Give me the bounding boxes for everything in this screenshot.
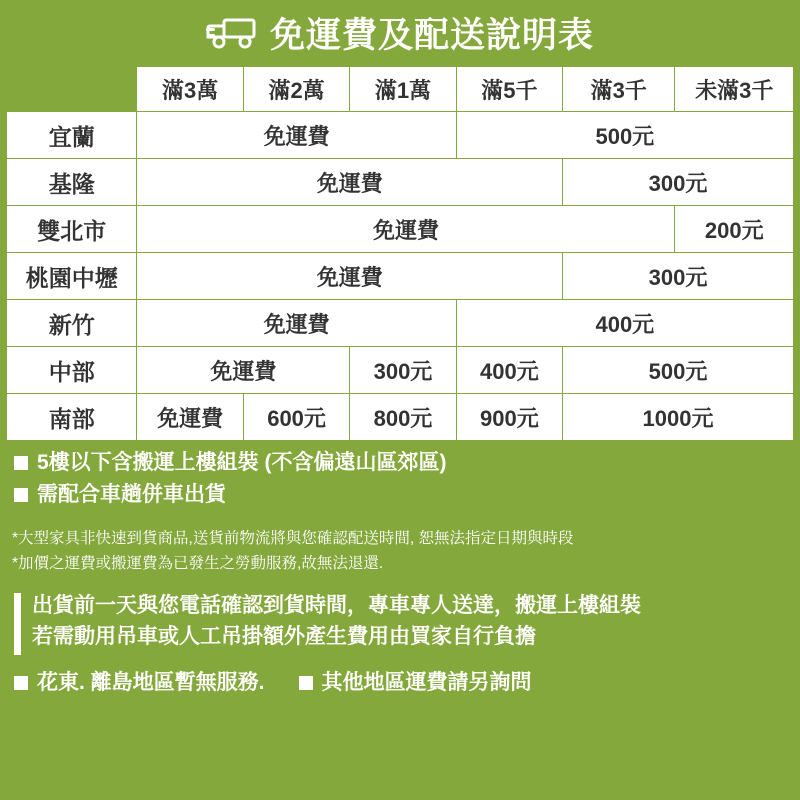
- fee-cell: 500元: [456, 112, 793, 159]
- table-row: [7, 300, 794, 347]
- fee-cell: 600元: [243, 394, 349, 441]
- row-region-label: 基隆: [7, 159, 137, 206]
- table-row: [7, 394, 794, 441]
- fee-cell: 300元: [563, 253, 794, 300]
- row-region-label: 桃園中壢: [7, 253, 137, 300]
- footer-note-text: 花東. 離島地區暫無服務.: [37, 671, 265, 695]
- table-row: [7, 112, 794, 159]
- fee-cell: 免運費: [137, 112, 456, 159]
- row-region-label: 宜蘭: [7, 112, 137, 159]
- highlight-block: [0, 579, 800, 655]
- fee-cell: 免運費: [137, 206, 675, 253]
- fee-cell: 免運費: [137, 347, 350, 394]
- column-header: 滿3萬: [137, 67, 243, 112]
- column-header: 滿2萬: [243, 67, 349, 112]
- note-text: 需配合車趟併車出貨: [37, 483, 226, 507]
- square-bullet-icon: [14, 676, 28, 690]
- fee-cell: 900元: [456, 394, 562, 441]
- fine-print-line: *加價之運費或搬運費為已發生之勞動服務,故無法退還.: [12, 555, 384, 573]
- fee-cell: 免運費: [137, 253, 563, 300]
- vertical-bar-icon: [14, 593, 21, 655]
- row-region-label: 雙北市: [7, 206, 137, 253]
- row-region-label: 新竹: [7, 300, 137, 347]
- column-header: 滿5千: [456, 67, 562, 112]
- footer-notes: [0, 655, 800, 694]
- fee-cell: 免運費: [137, 394, 243, 441]
- fine-print-line: *大型家具非快速到貨商品,送貨前物流將與您確認配送時間, 恕無法指定日期與時段: [12, 530, 574, 548]
- fee-table-body: [7, 112, 794, 441]
- column-header: 未滿3千: [675, 67, 794, 112]
- fee-cell: 400元: [456, 300, 793, 347]
- column-header: 滿1萬: [350, 67, 456, 112]
- row-region-label: 南部: [7, 394, 137, 441]
- column-header: 滿3千: [563, 67, 675, 112]
- table-row: [7, 253, 794, 300]
- fee-cell: 400元: [456, 347, 562, 394]
- square-bullet-icon: [14, 456, 28, 470]
- highlight-lines: [32, 593, 641, 655]
- footer-note-text: 其他地區運費請另詢問: [321, 671, 532, 695]
- highlight-line: 若需動用吊車或人工吊掛額外產生費用由買家自行負擔: [32, 625, 536, 649]
- square-bullet-icon: [14, 488, 28, 502]
- page-title-bar: [0, 0, 800, 66]
- footer-note-item: [299, 671, 532, 694]
- note-item: [14, 483, 790, 506]
- footer-note-item: [14, 671, 265, 694]
- fee-cell: 800元: [350, 394, 456, 441]
- table-row: [7, 347, 794, 394]
- fee-table: [6, 66, 794, 441]
- fee-cell: 300元: [563, 159, 794, 206]
- table-header-row: [7, 67, 794, 112]
- table-row: [7, 159, 794, 206]
- note-item: [14, 451, 790, 474]
- fee-cell: 免運費: [137, 300, 456, 347]
- table-row: [7, 206, 794, 253]
- fee-cell: 200元: [675, 206, 794, 253]
- fee-cell: 免運費: [137, 159, 563, 206]
- table-corner-cell: [7, 67, 137, 112]
- highlight-line: 出貨前一天與您電話確認到貨時間，專車專人送達，搬運上樓組裝: [32, 594, 641, 618]
- notes-list: [0, 441, 800, 506]
- truck-icon: [206, 14, 260, 57]
- fine-print-block: [0, 515, 800, 575]
- fee-table-head: [7, 67, 794, 112]
- square-bullet-icon: [299, 676, 313, 690]
- note-text: 5樓以下含搬運上樓組裝 (不含偏遠山區郊區): [37, 451, 447, 474]
- fee-cell: 1000元: [563, 394, 794, 441]
- row-region-label: 中部: [7, 347, 137, 394]
- fee-table-wrap: [0, 66, 800, 441]
- fee-cell: 500元: [563, 347, 794, 394]
- fee-cell: 300元: [350, 347, 456, 394]
- page-title: 免運費及配送說明表: [269, 15, 594, 55]
